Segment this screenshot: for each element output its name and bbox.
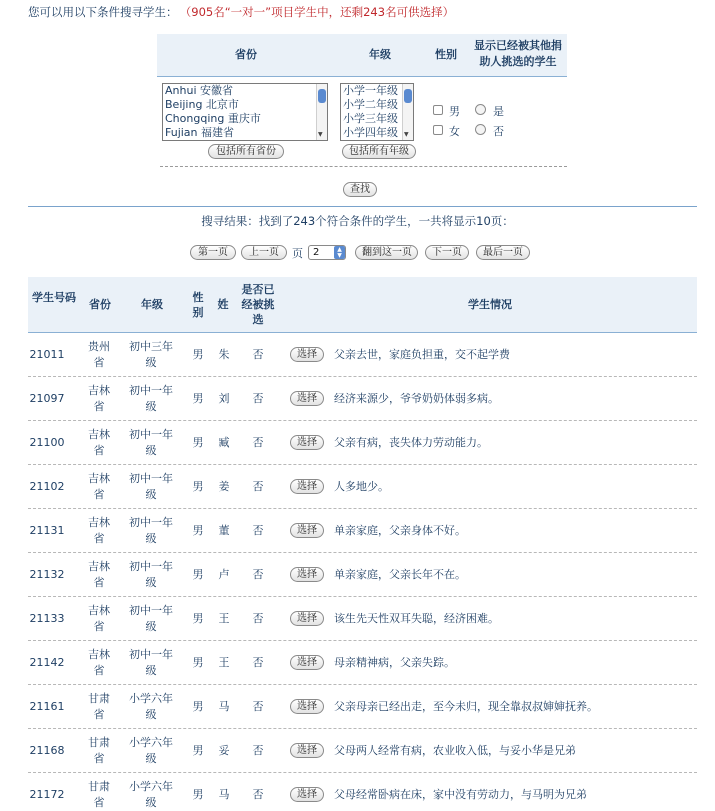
select-button[interactable]: 选择 [290, 611, 324, 626]
student-picked: 否 [252, 788, 264, 801]
student-grade: 初中一年级 [129, 384, 173, 413]
grade-listbox[interactable] [340, 83, 414, 141]
student-info: 母亲精神病，父亲失踪。 [334, 656, 455, 669]
results-summary: 搜寻结果：找到了243个符合条件的学生，一共将显示10页： [201, 214, 514, 228]
grade-scrollbar[interactable] [402, 84, 413, 140]
student-gender: 男 [192, 348, 204, 361]
student-grade: 初中一年级 [129, 560, 173, 589]
first-page-button[interactable]: 第一页 [190, 245, 236, 260]
section-divider [28, 206, 697, 207]
student-gender: 男 [192, 788, 204, 801]
grade-option[interactable]: 小学一年级 [343, 84, 398, 97]
student-province: 吉林省 [88, 428, 110, 457]
picked-no-label: 否 [493, 125, 504, 138]
student-info: 父母经常卧病在床，家中没有劳动力，与马明为兄弟 [334, 788, 587, 801]
page-select-value: 2 [313, 247, 320, 258]
student-picked: 否 [252, 480, 264, 493]
student-info: 经济来源少，爷爷奶奶体弱多病。 [334, 392, 499, 405]
student-grade: 初中一年级 [129, 428, 173, 457]
student-picked: 否 [252, 524, 264, 537]
gender-female-label: 女 [449, 125, 460, 138]
col-header-grade: 年级 [141, 298, 163, 311]
province-option[interactable]: Beijing 北京市 [165, 98, 239, 111]
student-picked: 否 [252, 568, 264, 581]
select-button[interactable]: 选择 [290, 699, 324, 714]
col-header-surname: 姓 [217, 298, 229, 311]
student-surname: 卢 [218, 568, 230, 581]
page-select[interactable] [308, 245, 346, 260]
student-info: 人多地少。 [334, 480, 389, 493]
student-picked: 否 [252, 436, 264, 449]
student-info: 父母两人经常有病，农业收入低，与妥小华是兄弟 [334, 744, 576, 757]
col-header-picked: 是否已经被挑选 [241, 283, 275, 326]
student-id: 21097 [29, 392, 65, 405]
next-page-button[interactable]: 下一页 [425, 245, 469, 260]
student-picked: 否 [252, 392, 264, 405]
student-gender: 男 [192, 612, 204, 625]
gender-female-checkbox[interactable] [433, 125, 443, 135]
student-id: 21102 [29, 480, 65, 493]
student-province: 贵州省 [88, 340, 110, 369]
col-header-id: 学生号码 [32, 291, 76, 304]
student-gender: 男 [192, 480, 204, 493]
table-row [28, 465, 697, 509]
student-gender: 男 [192, 436, 204, 449]
student-surname: 马 [218, 788, 230, 801]
province-listbox[interactable] [162, 83, 328, 141]
search-panel [157, 34, 567, 157]
grade-header: 年级 [369, 48, 391, 61]
grade-option[interactable]: 小学三年级 [343, 112, 398, 125]
student-surname: 姜 [218, 480, 230, 493]
student-surname: 王 [218, 612, 230, 625]
page-word: 页 [292, 247, 303, 260]
col-header-province: 省份 [89, 298, 111, 311]
student-info: 单亲家庭，父亲长年不在。 [334, 568, 466, 581]
student-picked: 否 [252, 348, 264, 361]
picked-yes-label: 是 [493, 105, 504, 118]
student-province: 吉林省 [88, 560, 110, 589]
student-id: 21168 [29, 744, 65, 757]
student-info: 父亲有病，丧失体力劳动能力。 [334, 436, 488, 449]
student-id: 21142 [29, 656, 65, 669]
grade-option[interactable]: 小学四年级 [343, 126, 398, 139]
table-row [28, 641, 697, 685]
select-button[interactable]: 选择 [290, 523, 324, 538]
show-picked-header: 显示已经被其他捐助人挑选的学生 [474, 39, 562, 68]
picked-yes-radio[interactable] [475, 104, 486, 115]
select-button[interactable]: 选择 [290, 655, 324, 670]
table-row [28, 597, 697, 641]
student-surname: 妥 [218, 744, 230, 757]
table-row [28, 509, 697, 553]
student-province: 吉林省 [88, 604, 110, 633]
student-grade: 小学六年级 [129, 692, 173, 721]
student-grade: 小学六年级 [129, 780, 173, 809]
picked-no-radio[interactable] [475, 124, 486, 135]
student-grade: 小学六年级 [129, 736, 173, 765]
student-picked: 否 [252, 656, 264, 669]
col-header-gender: 性别 [192, 291, 204, 319]
scroll-thumb[interactable] [404, 89, 412, 103]
student-grade: 初中一年级 [129, 472, 173, 501]
student-province: 吉林省 [88, 648, 110, 677]
student-info: 父亲去世，家庭负担重，交不起学费 [334, 348, 510, 361]
student-surname: 臧 [218, 436, 230, 449]
student-surname: 刘 [218, 392, 230, 405]
table-row [28, 377, 697, 421]
all-provinces-button[interactable]: 包括所有省份 [208, 144, 284, 159]
select-button[interactable]: 选择 [290, 391, 324, 406]
student-province: 甘肃省 [88, 692, 110, 721]
student-surname: 董 [218, 524, 230, 537]
student-gender: 男 [192, 656, 204, 669]
province-scrollbar[interactable] [316, 84, 327, 140]
student-id: 21133 [29, 612, 65, 625]
prev-page-button[interactable]: 上一页 [241, 245, 287, 260]
student-gender: 男 [192, 524, 204, 537]
remaining-count: （905名“一对一”项目学生中，还剩243名可供选择） [185, 5, 455, 19]
province-option[interactable]: Fujian 福建省 [165, 126, 235, 139]
student-province: 吉林省 [88, 516, 110, 545]
student-gender: 男 [192, 700, 204, 713]
student-grade: 初中三年级 [129, 340, 173, 369]
gender-header: 性别 [435, 48, 457, 61]
student-info: 父亲母亲已经出走，至今未归，现全靠叔叔婶婶抚养。 [334, 700, 598, 713]
student-picked: 否 [252, 744, 264, 757]
student-id: 21011 [29, 348, 65, 361]
table-row [28, 685, 697, 729]
student-id: 21172 [29, 788, 65, 801]
select-button[interactable]: 选择 [290, 435, 324, 450]
table-row [28, 553, 697, 597]
student-province: 吉林省 [88, 384, 110, 413]
scroll-thumb[interactable] [318, 89, 326, 103]
select-button[interactable]: 选择 [290, 567, 324, 582]
student-grade: 初中一年级 [129, 648, 173, 677]
select-button[interactable]: 选择 [290, 743, 324, 758]
student-picked: 否 [252, 612, 264, 625]
student-info: 单亲家庭，父亲身体不好。 [334, 524, 466, 537]
student-province: 甘肃省 [88, 780, 110, 809]
student-gender: 男 [192, 568, 204, 581]
student-id: 21100 [29, 436, 65, 449]
col-header-info: 学生情况 [468, 298, 512, 311]
student-info: 该生先天性双耳失聪，经济困难。 [334, 612, 499, 625]
search-divider [160, 166, 567, 167]
student-picked: 否 [252, 700, 264, 713]
province-header: 省份 [235, 48, 257, 61]
student-id: 21131 [29, 524, 65, 537]
table-row [28, 421, 697, 465]
student-id: 21161 [29, 700, 65, 713]
student-gender: 男 [192, 392, 204, 405]
student-grade: 初中一年级 [129, 516, 173, 545]
student-grade: 初中一年级 [129, 604, 173, 633]
scroll-down-arrow[interactable]: ▼ [404, 131, 409, 138]
student-surname: 马 [218, 700, 230, 713]
last-page-button[interactable]: 最后一页 [476, 245, 530, 260]
table-row [28, 729, 697, 773]
select-button[interactable]: 选择 [290, 787, 324, 802]
grade-option[interactable]: 小学二年级 [343, 98, 398, 111]
select-button[interactable]: 选择 [290, 479, 324, 494]
go-to-page-button[interactable]: 翻到这一页 [355, 245, 418, 260]
search-intro [28, 4, 454, 20]
select-button[interactable]: 选择 [290, 347, 324, 362]
province-option[interactable]: Anhui 安徽省 [165, 84, 233, 97]
student-surname: 王 [218, 656, 230, 669]
table-row [28, 773, 697, 809]
gender-male-label: 男 [449, 105, 460, 118]
search-panel-header [157, 34, 567, 76]
student-surname: 朱 [218, 348, 230, 361]
province-option[interactable]: Chongqing 重庆市 [165, 112, 261, 125]
student-gender: 男 [192, 744, 204, 757]
student-province: 吉林省 [88, 472, 110, 501]
all-grades-button[interactable]: 包括所有年级 [342, 144, 416, 159]
header-rule [157, 76, 567, 77]
search-intro-text: 您可以用以下条件搜寻学生： [28, 5, 178, 19]
scroll-down-arrow[interactable]: ▼ [318, 131, 323, 138]
student-id: 21132 [29, 568, 65, 581]
search-button[interactable]: 查找 [343, 182, 377, 197]
table-row [28, 333, 697, 377]
student-province: 甘肃省 [88, 736, 110, 765]
gender-male-checkbox[interactable] [433, 105, 443, 115]
stepper-arrows-icon[interactable]: ▲ ▼ [334, 246, 345, 259]
